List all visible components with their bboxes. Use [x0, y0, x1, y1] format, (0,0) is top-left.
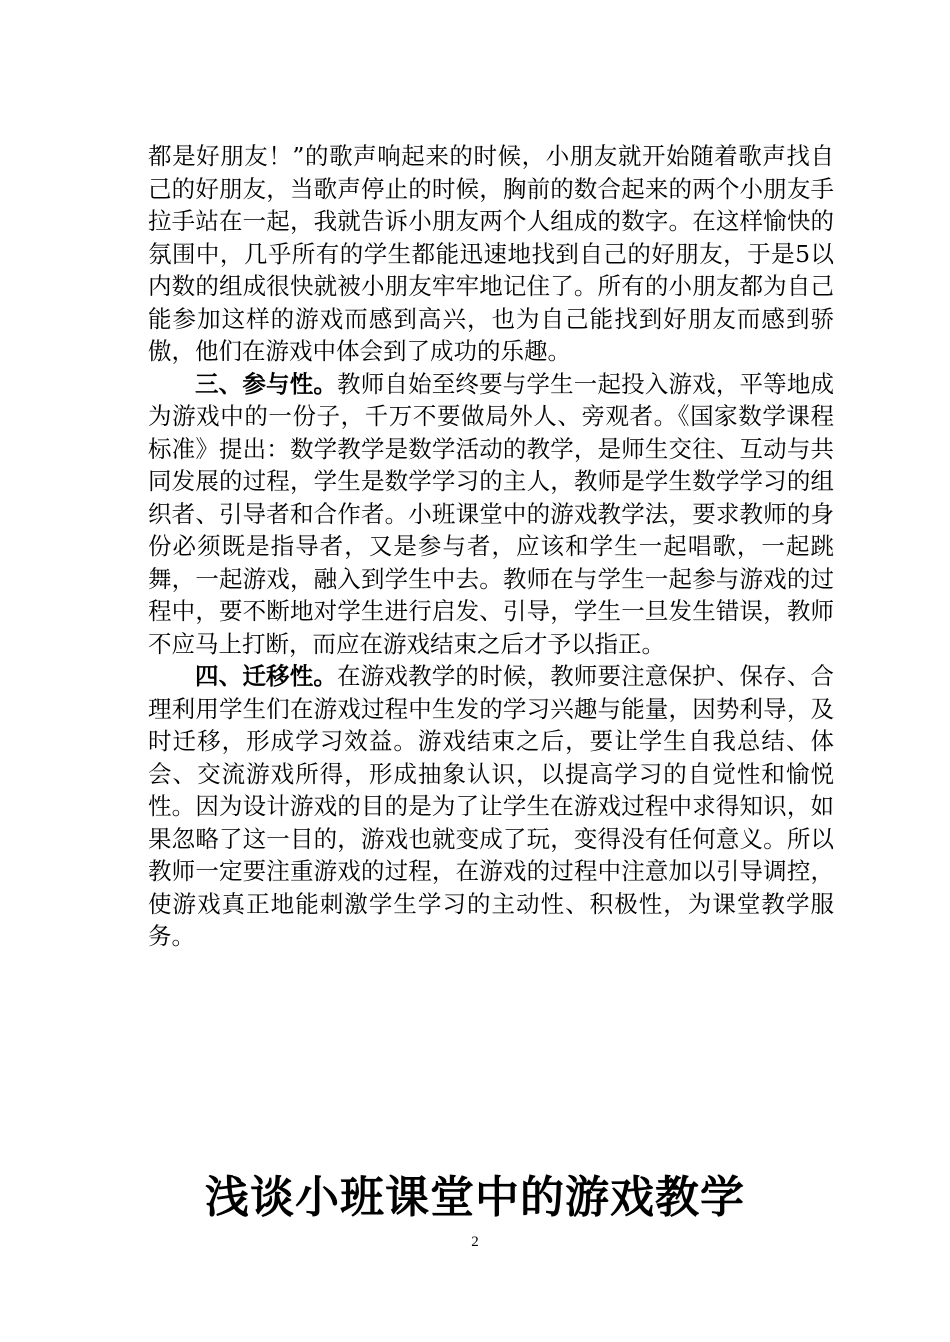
paragraph-text: 教师自始至终要与学生一起投入游戏，平等地成为游戏中的一份子，千万不要做局外人、旁观者。《国家数学课程标准》提出：数学教学是数学活动的教学，是师生交往、互动与共同发展的过程，学生是数学学习的主人，教师是学生数学学习的组织者、引导者和合作者。小班课堂中的游戏教学法，要求教师的身份必须既是指导者，又是参与者，应该和学生一起唱歌，一起跳舞，一起游戏，融入到学生中去。教师在与学生一起参与游戏的过程中，要不断地对学生进行启发、引导，学生一旦发生错误，教师不应马上打断，而应在游戏结束之后才予以指正。 — [148, 369, 835, 658]
body-text — [148, 140, 834, 953]
paragraph-continuation — [148, 140, 834, 368]
page-number: 2 — [471, 1234, 479, 1250]
paragraph-text: 都是好朋友！”的歌声响起来的时候，小朋友就开始随着歌声找自己的好朋友，当歌声停止的时候，胸前的数合起来的两个小朋友手拉手站在一起，我就告诉小朋友两个人组成的数字。在这样愉快的氛围中，几乎所有的学生都能迅速地找到自己的好朋友，于是5以内数的组成很快就被小朋友牢牢地记住了。所有的小朋友都为自己能参加这样的游戏而感到高兴，也为自己能找到好朋友而感到骄傲，他们在游戏中体会到了成功的乐趣。 — [148, 142, 834, 365]
section-heading-participation: 三、参与性。 — [195, 369, 338, 398]
paragraph-transfer — [148, 660, 834, 953]
document-title: 浅谈小班课堂中的游戏教学 — [205, 1172, 745, 1223]
section-heading-transfer: 四、迁移性。 — [195, 662, 338, 690]
paragraph-participation — [148, 368, 834, 661]
paragraph-text: 在游戏教学的时候，教师要注意保护、保存、合理利用学生们在游戏过程中生发的学习兴趣与能量，因势利导，及时迁移，形成学习效益。游戏结束之后，要让学生自我总结、体会、交流游戏所得，形成抽象认识，以提高学习的自觉性和愉悦性。因为设计游戏的目的是为了让学生在游戏过程中求得知识，如果忽略了这一目的，游戏也就变成了玩，变得没有任何意义。所以教师一定要注重游戏的过程，在游戏的过程中注意加以引导调控，使游戏真正地能刺激学生学习的主动性、积极性，为课堂教学服务。 — [148, 662, 835, 950]
